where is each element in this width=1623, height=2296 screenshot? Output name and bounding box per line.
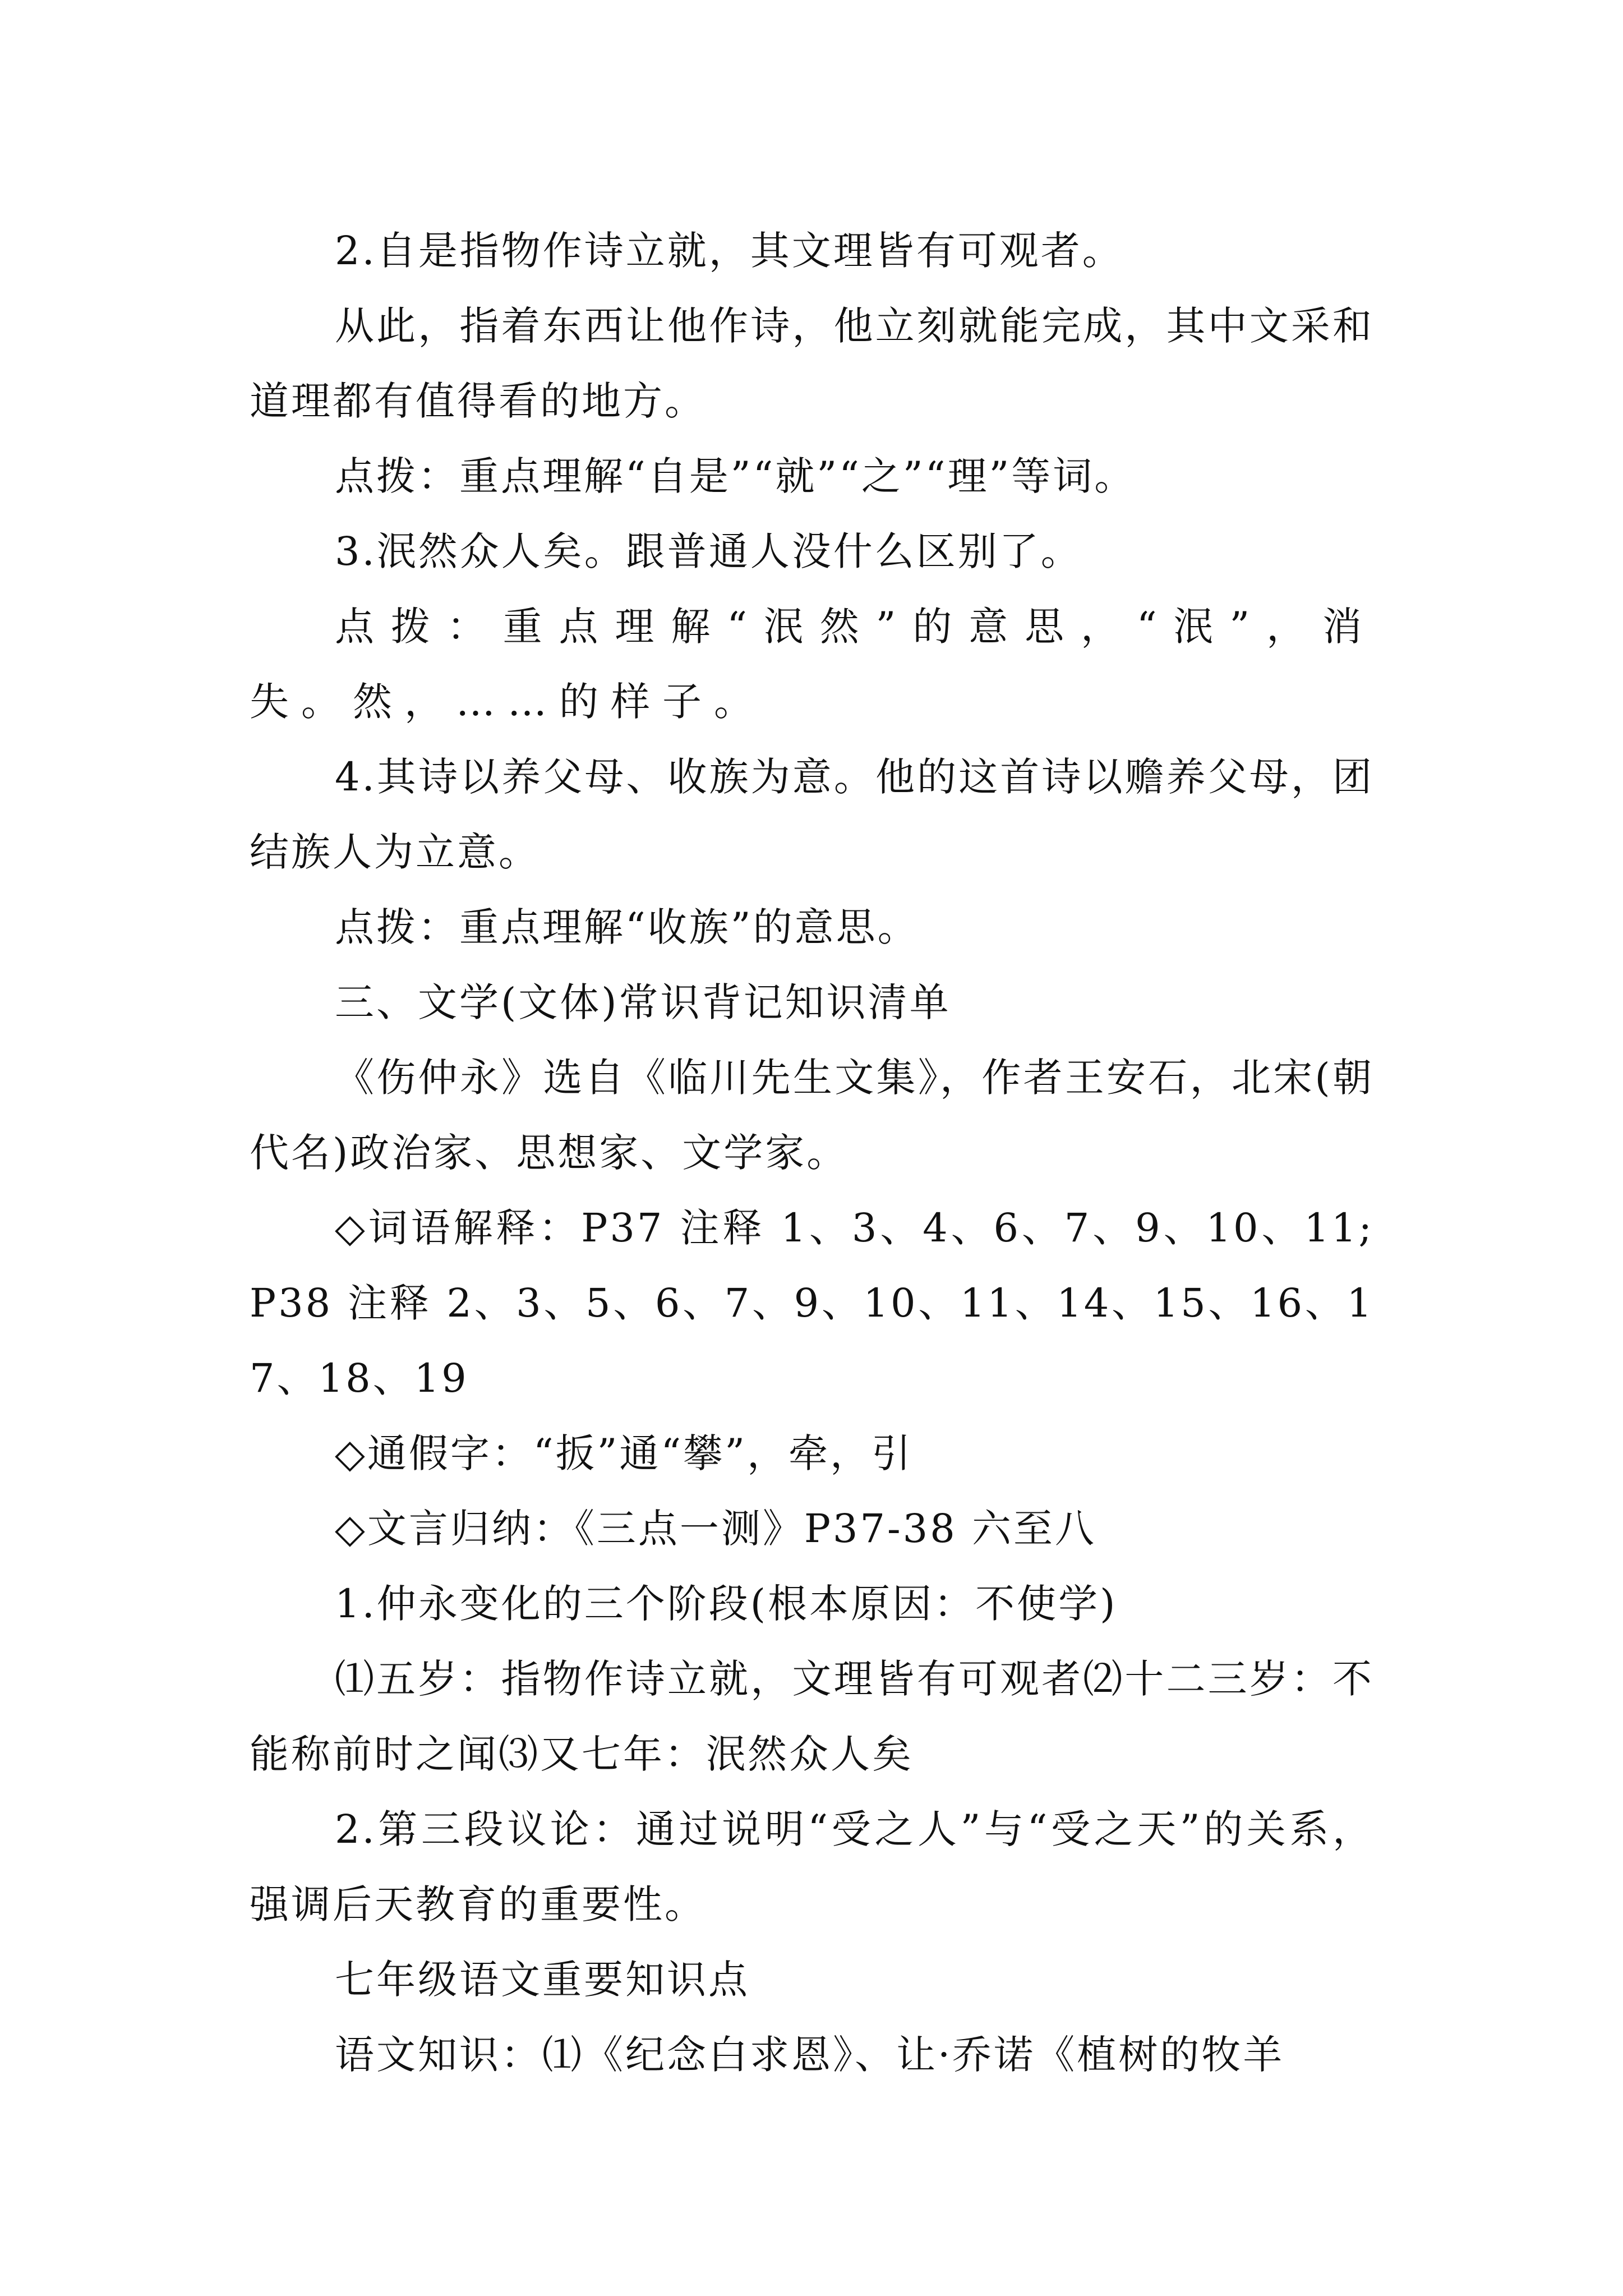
paragraph-source: 《伤仲永》选自《临川先生文集》，作者王安石，北宋(朝代名)政治家、思想家、文学家。	[250, 1055, 1374, 1176]
document-body	[250, 213, 1374, 2092]
section-heading-literature: 三、文学(文体)常识背记知识清单	[335, 979, 951, 1025]
paragraph-hint-4: 点拨：重点理解“收族”的意思。	[335, 904, 919, 950]
paragraph-sentence-2: 2.自是指物作诗立就，其文理皆有可观者。	[335, 228, 1124, 274]
section-heading-grade7: 七年级语文重要知识点	[335, 1957, 750, 2003]
paragraph-argument: 2.第三段议论：通过说明“受之人”与“受之天”的关系，强调后天教育的重要性。	[250, 1806, 1374, 1927]
paragraph-vocabulary: ◇词语解释：P37 注释 1、3、4、6、7、9、10、11;P38 注释 2、3、5、6、7、9、10、11、14、15、16、17、18、19	[250, 1205, 1374, 1401]
paragraph-hint-3: 点拨：重点理解“泯然”的意思，“泯”，消失。然，……的样子。	[250, 604, 1374, 725]
paragraph-stages-heading: 1.仲永变化的三个阶段(根本原因：不使学)	[335, 1581, 1118, 1627]
paragraph-stages-list: ⑴五岁：指物作诗立就，文理皆有可观者⑵十二三岁：不能称前时之闻⑶又七年：泯然众人矣	[250, 1656, 1374, 1777]
paragraph-classical-summary: ◇文言归纳：《三点一测》P37-38 六至八	[335, 1506, 1096, 1552]
paragraph-knowledge: 语文知识：⑴《纪念白求恩》、让·乔诺《植树的牧羊	[335, 2032, 1285, 2078]
paragraph-loan-characters: ◇通假字：“扳”通“攀”，牵，引	[335, 1430, 913, 1476]
paragraph-sentence-3: 3.泯然众人矣。跟普通人没什么区别了。	[335, 528, 1082, 574]
paragraph-translation-2: 从此，指着东西让他作诗，他立刻就能完成，其中文采和道理都有值得看的地方。	[250, 303, 1374, 424]
paragraph-sentence-4: 4.其诗以养父母、收族为意。他的这首诗以赡养父母，团结族人为立意。	[250, 754, 1374, 875]
paragraph-hint-2: 点拨：重点理解“自是”“就”“之”“理”等词。	[335, 453, 1136, 499]
